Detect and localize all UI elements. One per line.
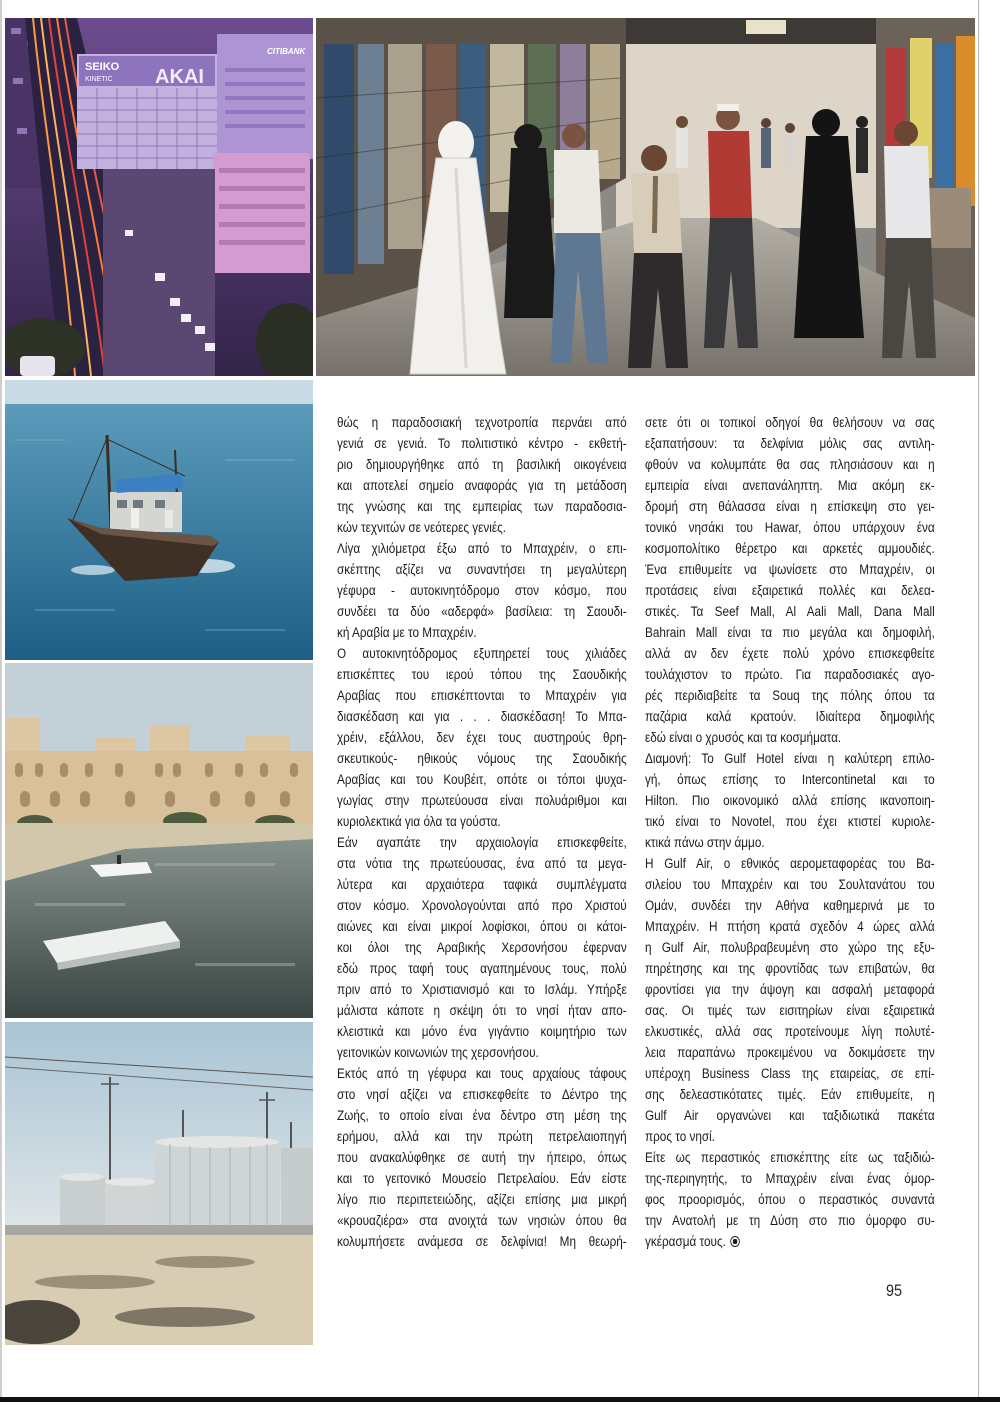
text-line [645,895,935,916]
text-line [337,685,627,706]
text-line [645,1063,935,1084]
text-line-content: παζάρια καλά κρατούν. Ιδιαίτερα δημοφιλής [645,709,935,724]
text-line-content: και το γειτονικό Μουσείο Πετρελαίου. Εάν είστε [337,1171,627,1186]
text-line-content: Λίγα χιλιόμετρα έξω από το Μπαχρέιν, ο επι- [337,541,627,556]
text-line-content: Ο αυτοκινητόδρομος εξυπηρετεί τους χιλιάδες [337,646,627,661]
text-line [337,1021,627,1042]
text-line-content: τουλάχιστον το πρώτο. Για παραδοσιακές αγο- [645,667,935,682]
text-line [645,874,935,895]
text-line [645,937,935,958]
text-line [645,769,935,790]
text-line [337,1189,627,1210]
text-line [337,958,627,979]
text-line [645,538,935,559]
text-line-content: λύτερα και αρχαιότερα ταφικά συμπλέγματα [337,877,627,892]
text-line-content: Ζωής, το οποίο είναι ένα δέντρο στη μέση της [337,1108,627,1123]
text-line-content: Gulf Air οργανώνει και ταξιδιωτικά πακέτα [645,1108,935,1123]
text-line-content: κοι όλοι της Αραβικής Χερσονήσου έφερναν [337,940,627,955]
text-line [645,1189,935,1210]
text-line [645,412,935,433]
text-line-content: στον κόσμο. Χρονολογούνται από προ Χριστού [337,898,627,913]
text-line-content: Αραβίας και του Κουβέιτ, οπότε οι τόποι ψυχα- [337,772,627,787]
text-line-content: στα νότια της πρωτεύουσας, ένα από τα μεγα- [337,856,627,871]
text-line-content: σης δελεαστικότατες τιμές. Εάν επιθυμείτε, η [645,1087,935,1102]
photo-dhow-boat-at-sea [5,380,313,660]
text-line-content: της γνώσης και της εμπειρίας των παραδοσια- [337,499,627,514]
text-line [337,1147,627,1168]
text-line-content: λίγο πιο περιπετειώδης, αξίζει επίσης μια μικρή [337,1192,627,1207]
text-line [645,1042,935,1063]
article-column-1 [337,412,627,1252]
page-edge-left [0,0,2,1397]
text-line-content: Μπαχρέιν. Η πτήση κρατά σχεδόν 4 ώρες αλλά [645,919,935,934]
text-line [337,1000,627,1021]
text-line-content: Ένα επιθυμείτε να ψωνίσετε στο Μπαχρέιν, οι [645,562,935,577]
page-edge-right [978,0,979,1398]
text-line [337,580,627,601]
text-line-content: πριν από το Χριστιανισμό και το Ισλάμ. Υπήρξε [337,982,627,997]
circled-dot-icon [730,1236,740,1247]
text-line-content: φροντίσει για την άψογη και ασφαλή μεταφορά [645,982,935,997]
text-line [645,853,935,874]
text-line [645,790,935,811]
photo-souq-market-street [316,18,975,376]
text-line-content: διασκέδαση και για . . . διασκέδαση! Το Μπα- [337,709,627,724]
text-line [337,1084,627,1105]
text-line-content: συνδέει τα δύο «αδερφά» βασίλεια: τη Σαουδι- [337,604,627,619]
text-line-content: δρομή στη θάλασσα είναι η επίσκεψη στο γει- [645,499,935,514]
text-line [645,664,935,685]
text-line [337,559,627,580]
text-line-content: κτικά πάνω στην άμμο. [645,835,765,850]
text-line [337,937,627,958]
text-line [645,1021,935,1042]
text-line [337,979,627,1000]
text-line [337,643,627,664]
text-line-content: της-περιηγητής, το Μπαχρέιν είναι ένας όμορ- [645,1171,935,1186]
text-line [337,1231,627,1252]
text-line [337,433,627,454]
text-line-content: αλλά αν δεν έχετε πολύ χρόνο επισκεφθείτε [645,646,935,661]
text-line [337,874,627,895]
text-line [645,517,935,538]
text-line-content: γκέρασμά τους. [645,1234,726,1249]
text-line [337,706,627,727]
text-line-content: φθούν να κολυμπάτε θα σας πλησιάσουν και η [645,457,935,472]
text-line [645,580,935,601]
text-line [645,559,935,580]
text-line-content: γενιά σε γενιά. Το πολιτιστικό κέντρο - εκθετή- [337,436,627,451]
text-line [337,790,627,811]
text-line [645,622,935,643]
text-line [337,1168,627,1189]
sign-akai: AKAI [155,66,204,88]
text-line [645,643,935,664]
text-line-content: γή, όπως επίσης το Intercontinetal και το [645,772,935,787]
text-line [337,1063,627,1084]
text-line-content: ριο δημιουργήθηκε από τη βασιλική οικογένεια [337,457,627,472]
text-line-content: Είτε ως περαστικός επισκέπτης είτε ως ταξιδιώ- [645,1150,935,1165]
text-line [337,538,627,559]
text-line [645,1105,935,1126]
text-line [337,1126,627,1147]
text-line [645,1210,935,1231]
text-line-content: σιλείου του Μπαχρέιν και του Σουλτανάτου του [645,877,935,892]
text-line [645,1231,935,1252]
text-line-content: Αραβίας που επισκέπτονται το Μπαχρέιν για [337,688,627,703]
text-line-content: κοσμοπολίτικο θέρετρο και αρκετές αμμουδιές. [645,541,935,556]
text-line [337,748,627,769]
text-line [337,601,627,622]
text-line-content: γωγίας στην πρωτεύουσα είναι πολυάριθμοι και [337,793,627,808]
text-line [645,958,935,979]
text-line [645,748,935,769]
text-line-content: που ανακαλύφθηκε σε αυτή την ήπειρο, όπως [337,1150,627,1165]
text-line [645,811,935,832]
text-line [645,475,935,496]
text-line-content: πηρέτησης και της φροντίδας των επιβατών, θα [645,961,935,976]
text-line [337,1105,627,1126]
text-line-content: Hilton. Πιο οικονομικό αλλά επίσης ικανοποιη- [645,793,935,808]
text-line-content: στο νησί αξίζει να επισκεφθείτε το Δέντρο της [337,1087,627,1102]
page-number: 95 [886,1281,903,1300]
text-line-content: προτάσεις είναι εξαιρετικά πολλές και δελεα- [645,583,935,598]
text-line-content: εδώ προς ταφή τους αγαπημένους τους, πολύ [337,961,627,976]
text-line [337,664,627,685]
text-line-content: εξαπατήσουν: τα δελφίνια μόλις σας αντιλη- [645,436,935,451]
text-line [645,1000,935,1021]
text-line [645,979,935,1000]
text-line-content: προς το νησί. [645,1129,716,1144]
text-line-content: γέφυρα - αυτοκινητόδρομο στον κόσμο, που [337,583,627,598]
text-line-content: ερήμου, αλλά και την πρώτη πετρελαιοπηγή [337,1129,627,1144]
photo-city-night-traffic [5,18,313,376]
text-line-content: λεια παραπάνω προκειμένου να δοκιμάσετε την [645,1045,935,1060]
sign-citibank: CITIBANK [267,47,306,56]
text-line [337,769,627,790]
text-line [337,727,627,748]
text-line [337,895,627,916]
text-line [337,496,627,517]
text-line [645,1168,935,1189]
text-line [645,916,935,937]
text-line [337,622,627,643]
text-line [337,1210,627,1231]
text-line-content: φος προορισμός, όπου ο περαστικός συναντά [645,1192,935,1207]
text-line-content: σας. Οι τιμές των εισιτηρίων είναι εξαιρετικά [645,1003,935,1018]
text-line [645,706,935,727]
text-line-content: εδώ είναι ο χρυσός και τα κοσμήματα. [645,730,842,745]
text-line-content: αιώνες και είναι μικροί λοφίσκοι, όπου οι κάτοι- [337,919,627,934]
text-line-content: την Ανατολή με τη Δύση στο πιο όμορφο συ- [645,1213,935,1228]
photo-oil-storage-tanks [5,1022,313,1345]
text-line [645,727,935,748]
text-line-content: υπέροχη Business Class της εταιρείας, σε επί- [645,1066,935,1081]
text-line [337,1042,627,1063]
text-line-content: ρές περιδιαβείτε τα Souq της πόλης όπου τα [645,688,935,703]
text-line [337,475,627,496]
text-line [645,454,935,475]
text-line [645,832,935,853]
text-line-content: Εάν αγαπάτε την αρχαιολογία επισκεφθείτε, [337,835,627,850]
page-edge-bottom-rule [0,1397,1000,1402]
text-line-content: Bahrain Mall είναι τα πιο μεγάλα και δημοφιλή, [645,625,935,640]
text-line-content: Εκτός από τη γέφυρα και τους αρχαίους τάφους [337,1066,627,1081]
text-line-content: κλειστικά και μόνο ένα γιγάντιο κοιμητήριο των [337,1024,627,1039]
text-line [337,853,627,874]
text-line-content: Διαμονή: Το Gulf Hotel είναι η καλύτερη επιλο- [645,751,935,766]
text-line-content: Ομάν, συνδέει την Αθήνα καθημερινά με το [645,898,935,913]
text-line-content: και αποτελεί σημείο αναφοράς για τη μετάδοση [337,478,627,493]
text-line-content: κή Αραβία με το Μπαχρέιν. [337,625,477,640]
text-line [337,454,627,475]
text-line [645,1126,935,1147]
text-line [645,685,935,706]
text-line [337,517,627,538]
text-line [337,811,627,832]
text-line-content: σετε ότι οι τοπικοί οδηγοί θα θελήσουν να σας [645,415,935,430]
text-line-content: κυριολεκτικά για όλα τα γούστα. [337,814,501,829]
text-line [645,433,935,454]
text-line-content: θώς η παραδοσιακή τεχνοτροπία περνάει από [337,415,627,430]
text-line-content: η Gulf Air, πολυβραβευμένη στο χώρο της εξυ- [645,940,935,955]
text-line [645,1147,935,1168]
text-line-content: χρέιν, εξάλλου, δεν έχει τους αυστηρούς θρη- [337,730,627,745]
sign-seiko: SEIKO [85,61,120,73]
text-line [645,601,935,622]
text-line-content: σκέπτης αξίζει να συναντήσει τη μεγαλύτερη [337,562,627,577]
text-line [337,916,627,937]
text-line [337,832,627,853]
text-line-content: εμπειρία είναι ανεπανάληπτη. Μια ακόμη εκ- [645,478,935,493]
text-line-content: τονικό νησάκι του Hawar, όπου υπάρχουν ένα [645,520,935,535]
text-line-content: ελκυστικές, αλλά σας προτείνουμε λίγη πολυτέ- [645,1024,935,1039]
photo-villas-marina [5,663,313,1018]
text-line-content: κολυμπήσετε ανάμεσα σε δελφίνια! Μη θεωρή- [337,1234,627,1249]
sign-kinetic: KINETIC [85,76,113,83]
text-line-content: γειτονικών κοινωνιών της χερσονήσου. [337,1045,539,1060]
text-line-content: τικό είναι το Novotel, που έχει κτιστεί κυριολε- [645,814,935,829]
text-line-content: επισκέπτες του ιερού τόπου της Σαουδικής [337,667,627,682]
text-line [337,412,627,433]
text-line-content: «κρουαζιέρα» στα ανοιχτά των νησιών όπου θα [337,1213,627,1228]
text-line-content: σκευτικούς- ηθικούς νόμους της Σαουδικής [337,751,627,766]
text-line-content: μάλιστα κάποτε η σκέψη ότι το νησί ήταν απο- [337,1003,627,1018]
text-line-content: στικές. Τα Seef Mall, Al Aali Mall, Dana Mall [645,604,935,619]
text-line [645,496,935,517]
text-line-content: Η Gulf Air, ο εθνικός αερομεταφορέας του Βα- [645,856,935,871]
text-line [645,1084,935,1105]
article-column-2 [645,412,935,1252]
text-line-content: κών τεχνιτών σε νεότερες γενιές. [337,520,507,535]
